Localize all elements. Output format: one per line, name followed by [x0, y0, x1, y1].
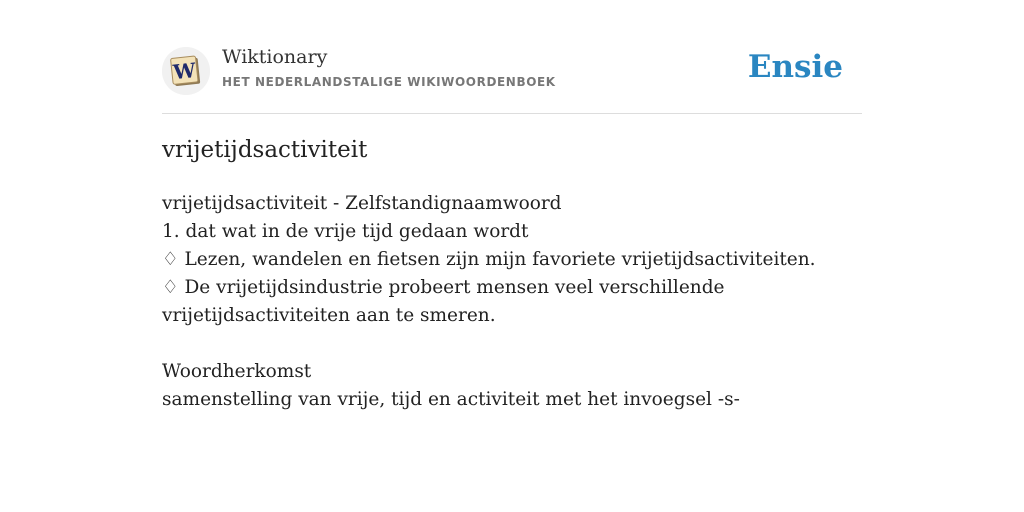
site-tagline: HET NEDERLANDSTALIGE WIKIWOORDENBOEK: [222, 75, 556, 89]
etymology-text: samenstelling van vrije, tijd en activiteit met het invoegsel -s-: [162, 389, 740, 410]
entry-card: [162, 0, 862, 512]
wiktionary-logo-icon[interactable]: [162, 47, 210, 95]
definition-heading: vrijetijdsactiviteit - Zelfstandignaamwoord: [162, 193, 562, 214]
section-spacer: [162, 330, 862, 358]
example-sentence: ♢ Lezen, wandelen en fietsen zijn mijn favoriete vrijetijdsactiviteiten.: [162, 249, 816, 270]
etymology-heading: Woordherkomst: [162, 361, 312, 382]
page-title: vrijetijdsactiviteit: [162, 137, 368, 163]
logo-letter: W: [171, 58, 197, 85]
ensie-brand-logo[interactable]: Ensie: [747, 49, 843, 85]
entry-body: [162, 190, 862, 414]
example-sentence: ♢ De vrijetijdsindustrie probeert mensen veel verschillende vrijetijdsactiviteiten aan te smeren.: [162, 277, 725, 326]
site-header: [162, 44, 862, 114]
site-name[interactable]: Wiktionary: [222, 46, 328, 68]
definition-text: 1. dat wat in de vrije tijd gedaan wordt: [162, 221, 529, 242]
